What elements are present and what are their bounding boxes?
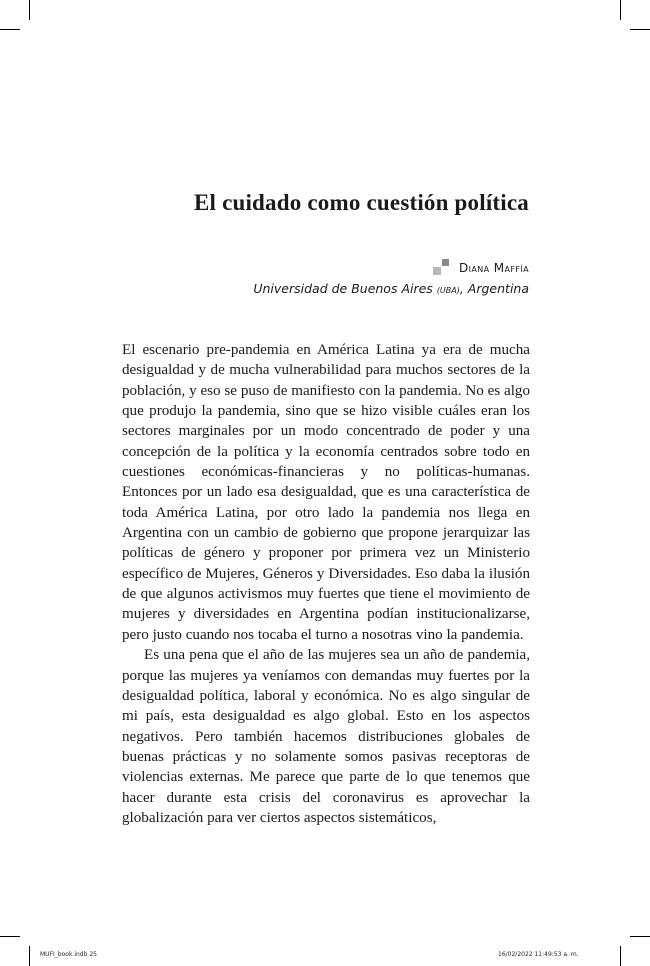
crop-mark-bottom-right-h (630, 936, 650, 937)
crop-mark-bottom-right-v (620, 946, 621, 966)
crop-mark-top-right-h (630, 29, 650, 30)
crop-mark-top-right-v (620, 0, 621, 20)
affiliation-country: , Argentina (459, 281, 529, 296)
chapter-body (122, 340, 530, 828)
footer-file-info: MUFI_book.indb 25 (40, 951, 97, 958)
crop-mark-bottom-left-v (29, 946, 30, 966)
paragraph-1: El escenario pre-pandemia en América Latina ya era de mucha desigualdad y de mucha vulnerabilidad para muchos sectores de la población, y eso se puso de manifiesto con la pandemia. No es algo que produjo la pandemia, sino que se hizo visible cuáles eran los sectores marginales por un modo concentrado de poder y una concepción de la política y la economía centrados sobre todo en cuestiones económicas-financieras y no políticas-humanas. Entonces por un lado esa desigualdad, que es una característica de toda América Latina, por otro lado la pandemia nos llega en Argentina con un cambio de gobierno que propone jerarquizar las políticas de género y proponer por primera vez un Ministerio específico de Mujeres, Géneros y Diversidades. Eso daba la ilusión de que algunos activismos muy fuertes que tiene el movimiento de mujeres y diversidades en Argentina podían institucionalizarse, pero justo cuando nos tocaba el turno a nosotras vino la pandemia. (122, 342, 530, 643)
chapter-title: El cuidado como cuestión política (193, 190, 529, 215)
affiliation-institution: Universidad de Buenos Aires (253, 281, 433, 296)
crop-mark-top-left-h (0, 29, 20, 30)
author-line (120, 259, 529, 277)
author-name: Diana Maffía (458, 261, 529, 275)
crop-mark-top-left-v (29, 0, 30, 20)
footer-timestamp: 16/02/2022 11:49:53 a. m. (498, 951, 579, 958)
paragraph-2: Es una pena que el año de las mujeres sea un año de pandemia, porque las mujeres ya veníamos con demandas muy fuertes por la desigualdad política, laboral y económica. No es algo singular de mi país, esta desigualdad es algo global. Esto en los aspectos negativos. Pero también hacemos distribuciones globales de buenas prácticas y no solamente somos pasivas receptoras de violencias externas. Me parece que parte de lo que tenemos que hacer durante esta crisis del coronavirus es aprovechar la globalización para ver ciertos aspectos sistemáticos, (122, 647, 530, 826)
author-squares-icon (433, 259, 453, 275)
crop-mark-bottom-left-h (0, 936, 20, 937)
affiliation-abbreviation: (UBA) (436, 286, 460, 295)
author-affiliation (120, 281, 529, 296)
